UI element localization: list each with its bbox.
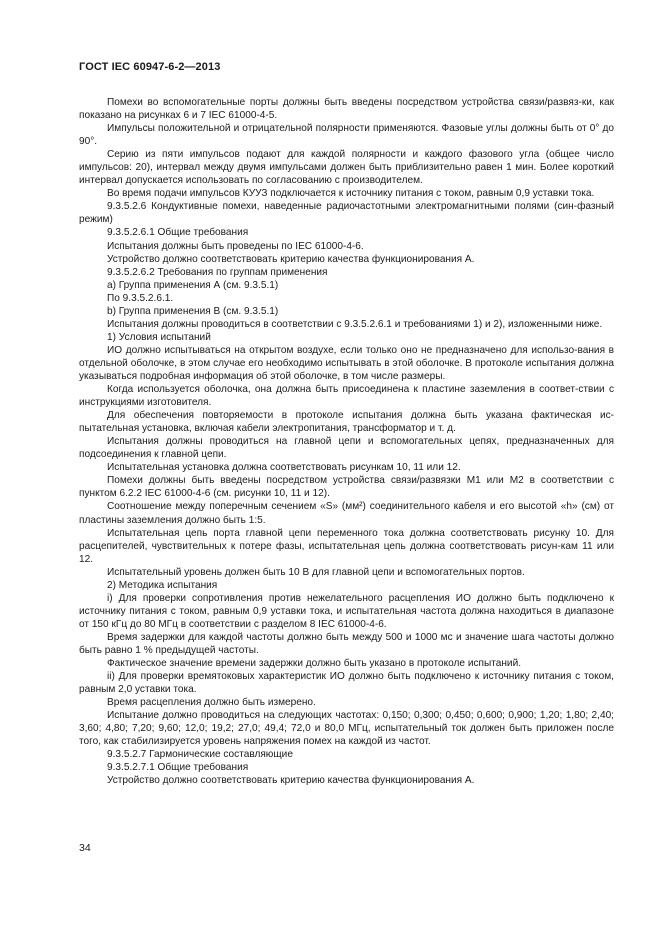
section-heading: 9.3.5.2.6.1 Общие требования bbox=[107, 227, 249, 239]
section-heading: 9.3.5.2.7 Гармонические составляющие bbox=[107, 749, 293, 761]
paragraph: Испытания должны проводиться на главной цепи и вспомогательных цепях, предназначенных для подсоединения к главной цепи. bbox=[79, 436, 614, 461]
paragraph: Устройство должно соответствовать критерию качества функционирования А. bbox=[107, 775, 475, 787]
paragraph: По 9.3.5.2.6.1. bbox=[107, 292, 174, 304]
paragraph: Испытания должны быть проведены по IEC 61000-4-6. bbox=[107, 240, 364, 252]
document-header: ГОСТ IEC 60947-6-2—2013 bbox=[79, 61, 221, 73]
list-item: а) Группа применения А (см. 9.3.5.1) bbox=[107, 279, 279, 291]
section-heading: 9.3.5.2.6 Кондуктивные помехи, наведенные радиочастотными электромагнитными полями (син-фазный режим) bbox=[79, 201, 614, 226]
paragraph: Испытание должно проводиться на следующих частотах: 0,150; 0,300; 0,450; 0,600; 0,900; 1,20; 1,80; 2,40; 3,60; 4,80; 7,20; 9,60; 12,0; 19,2; 27,0; 49,4; 72,0 и 80,0 МГц, испытательный ток должен быть приложен после того, как стабилизируется уровень напряжения помех на каждой из частот. bbox=[79, 710, 614, 748]
list-item: 2) Методика испытания bbox=[107, 579, 218, 591]
list-item: b) Группа применения В (см. 9.3.5.1) bbox=[107, 305, 279, 317]
paragraph: Время расцепления должно быть измерено. bbox=[107, 697, 316, 709]
paragraph: Импульсы положительной и отрицательной полярности применяются. Фазовые углы должны быть от 0° до 90°. bbox=[79, 123, 614, 148]
paragraph: Устройство должно соответствовать критерию качества функционирования А. bbox=[107, 253, 475, 265]
paragraph: Для обеспечения повторяемости в протоколе испытания должна быть указана фактическая ис-пытательная установка, включая кабели электропитания, трансформатор и т. д. bbox=[79, 410, 614, 435]
section-heading: 9.3.5.2.6.2 Требования по группам применения bbox=[107, 266, 328, 278]
paragraph: Испытательный уровень должен быть 10 В для главной цепи и вспомогательных портов. bbox=[107, 566, 525, 578]
page-number: 34 bbox=[79, 842, 91, 854]
paragraph: Время задержки для каждой частоты должно быть между 500 и 1000 мс и значение шага частоты должно быть равно 1 % предыдущей частоты. bbox=[79, 631, 614, 656]
paragraph: Когда используется оболочка, она должна быть присоединена к пластине заземления в соответ-ствии с инструкциями изготовителя. bbox=[79, 384, 614, 409]
paragraph: Соотношение между поперечным сечением «S» (мм²) соединительного кабеля и его высотой «h» (см) от пластины заземления должно быть 1:5. bbox=[79, 501, 614, 526]
document-body bbox=[79, 96, 614, 787]
list-item: 1) Условия испытаний bbox=[107, 331, 211, 343]
paragraph: i) Для проверки сопротивления против нежелательного расцепления ИО должно быть подключено к источнику питания с током, равным 0,9 уставки тока, и испытательная частота должна находиться в диапазоне от 150 кГц до 80 МГц в соответствии с разделом 8 IEC 61000-4-6. bbox=[79, 592, 614, 630]
paragraph: Фактическое значение времени задержки должно быть указано в протоколе испытаний. bbox=[107, 658, 522, 670]
paragraph: ИО должно испытываться на открытом воздухе, если только оно не предназначено для использо-вания в отдельной оболочке, в этом случае его необходимо испытывать в этой оболочке. В протоколе испытания должна указываться подробная информация об этой оболочке, в том числе размеры. bbox=[79, 344, 614, 382]
paragraph: Помехи во вспомогательные порты должны быть введены посредством устройства связи/развяз-ки, как показано на рисунках 6 и 7 IEC 61000-4-5. bbox=[79, 97, 614, 122]
paragraph: Испытания должны проводиться в соответствии с 9.3.5.2.6.1 и требованиями 1) и 2), изложенными ниже. bbox=[107, 318, 603, 330]
paragraph: Испытательная установка должна соответствовать рисункам 10, 11 или 12. bbox=[107, 462, 461, 474]
paragraph: Серию из пяти импульсов подают для каждой полярности и каждого фазового угла (общее число импульсов: 20), интервал между двумя импульсами должен быть приблизительно равен 1 мин. Более короткий интервал допускается использовать по согласованию с производителем. bbox=[79, 149, 614, 187]
paragraph: ii) Для проверки времятоковых характеристик ИО должно быть подключено к источнику питания с током, равным 2,0 уставки тока. bbox=[79, 671, 614, 696]
paragraph: Испытательная цепь порта главной цепи переменного тока должна соответствовать рисунку 10. Для расцепителей, чувствительных к потере фазы, испытательная цепь должна соответствовать рисун-кам 11 или 12. bbox=[79, 527, 614, 565]
section-heading: 9.3.5.2.7.1 Общие требования bbox=[107, 762, 249, 774]
paragraph: Помехи должны быть введены посредством устройства связи/развязки М1 или М2 в соответствии с пунктом 6.2.2 IEC 61000-4-6 (см. рисунки 10, 11 и 12). bbox=[79, 475, 614, 500]
paragraph: Во время подачи импульсов КУУЗ подключается к источнику питания с током, равным 0,9 уставки тока. bbox=[107, 188, 595, 200]
